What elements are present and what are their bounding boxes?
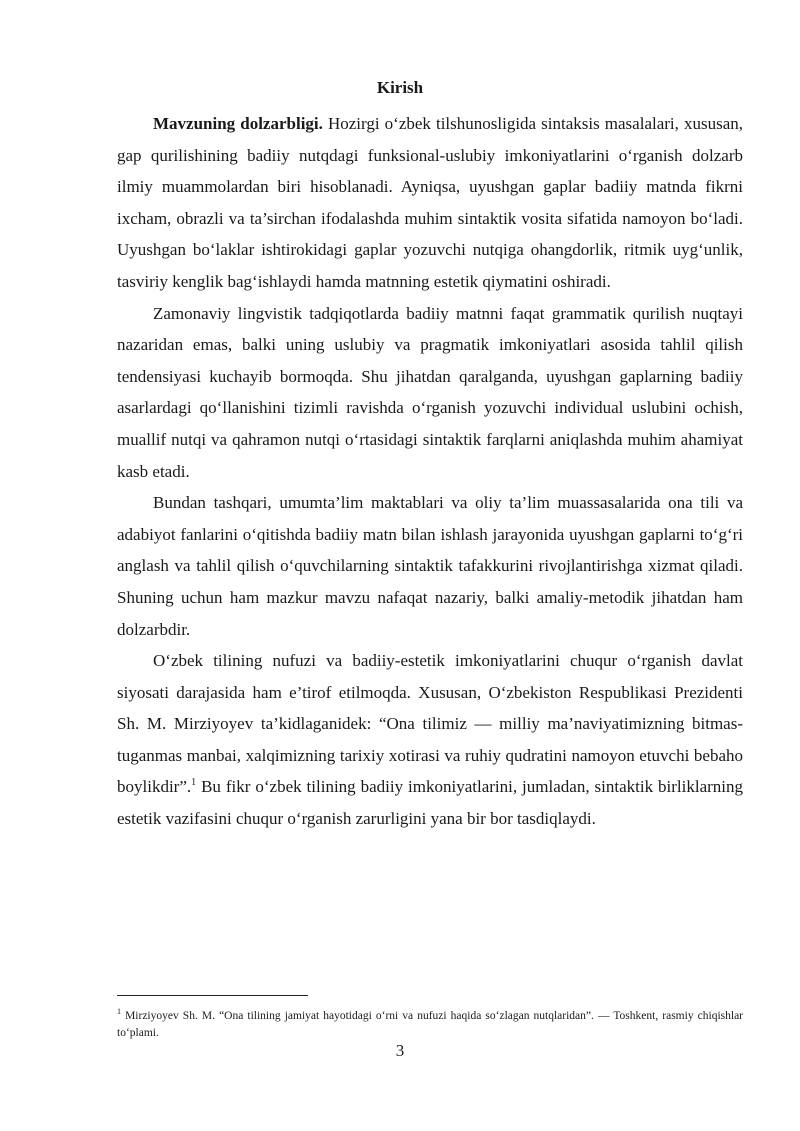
page-number: 3 [395,1041,405,1060]
body-text [117,108,743,835]
paragraph-education: Bundan tashqari, umumta’lim maktablari va oliy ta’lim muassasalarida ona tili va adabiyot fanlarini o‘qitishda badiiy matn bilan ishlash jarayonida uyushgan gaplarni to‘g‘ri anglash va tahlil qilish o‘quvchilarning sintaktik tafakkurini rivojlantirishga xizmat qiladi. Shuning uchun ham mazkur mavzu nafaqat nazariy, balki amaliy-metodik jihatdan ham dolzarbdir. [117,493,743,639]
paragraph-text: Hozirgi o‘zbek tilshunosligida sintaksis masalalari, xususan, gap qurilishining badiiy nutqdagi funksional-uslubiy imkoniyatlarini o‘rganish dolzarb ilmiy muammolardan biri hisoblanadi. Ayniqsa, uyushgan gaplar badiiy matnda fikrni ixcham, obrazli va ta’sirchan ifodalashda muhim sintaktik vosita sifatida namoyon bo‘ladi. Uyushgan bo‘laklar ishtirokidagi gaplar yozuvchi nutqiga ohangdorlik, ritmik uyg‘unlik, tasviriy kenglik bag‘ishlaydi hamda matnning estetik qiymatini oshiradi. [117,114,743,291]
paragraph-modern-research: Zamonaviy lingvistik tadqiqotlarda badiiy matnni faqat grammatik qurilish nuqtayi nazaridan emas, balki uning uslubiy va pragmatik imkoniyatlari asosida tahlil qilish tendensiyasi kuchayib bormoqda. Shu jihatdan qaralganda, uyushgan gaplarning badiiy asarlardagi qo‘llanishini tizimli ravishda o‘rganish yozuvchi individual uslubini ochish, muallif nutqi va qahramon nutqi o‘rtasidagi sintaktik farqlarni aniqlashda muhim ahamiyat kasb etadi. [117,303,743,481]
footnote-text: Mirziyoyev Sh. M. “Ona tilining jamiyat hayotidagi o‘rni va nufuzi haqida so‘zlagan nutqlaridan”. — Toshkent, rasmiy chiqishlar to‘plami. [117,1010,743,1039]
paragraph-text-continued: Bu fikr o‘zbek tilining badiiy imkoniyatlarini, jumladan, sintaktik birliklarning estetik vazifasini chuqur o‘rganish zarurligini yana bir bor tasdiqlaydi. [117,777,743,829]
paragraph-text: O‘zbek tilining nufuzi va badiiy-estetik imkoniyatlarini chuqur o‘rganish davlat siyosati darajasida ham e’tirof etilmoqda. Xususan, O‘zbekiston Respublikasi Prezidenti Sh. M. Mirziyoyev ta’kidlaganidek: “Ona tilimiz — milliy ma’naviyatimizning bitmas-tuganmas manbai, xalqimizning tarixiy xotirasi va ruhiy qudratini namoyon etuvchi bebaho boylikdir”. [117,651,743,797]
section-heading: Kirish [376,78,424,97]
footnote-marker: 1 [117,1007,121,1016]
paragraph-state-policy [117,645,743,835]
paragraph-lead: Mavzuning dolzarbligi. [153,114,323,133]
footnote [117,1008,743,1042]
paragraph-relevance [117,108,743,298]
footnote-reference[interactable]: 1 [191,777,197,789]
footnote-separator [117,995,308,996]
